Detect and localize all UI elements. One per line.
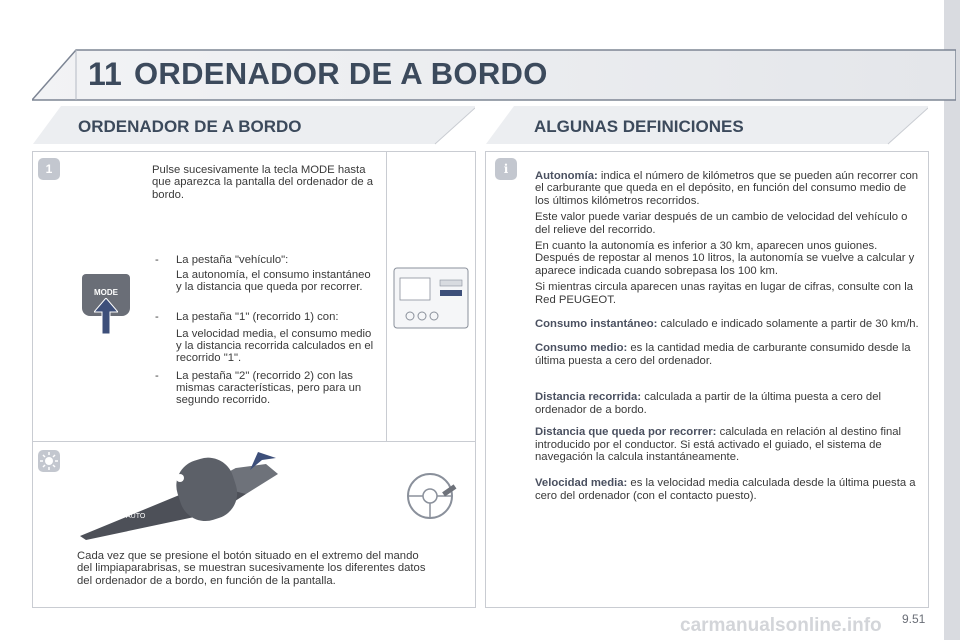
definition-text: calculado e indicado solamente a partir de 30 km/h. [657, 318, 919, 331]
chapter-number: 11 [88, 56, 122, 92]
mode-key-label: MODE [94, 288, 118, 297]
audio-unit-icon [392, 266, 470, 330]
stalk-description-text: Cada vez que se presione el botón situado en el extremo del mando del limpiaparabrisas, se muestran sucesivamente los diferentes datos del ordenador de a bordo, en función de la pantalla. [77, 550, 426, 587]
list-item-head: La pestaña "2" (recorrido 2) con las mismas características, pero para un segundo recorrido. [176, 370, 362, 407]
definition-text: calculada a partir de la última puesta a cero del ordenador de a bordo. [535, 391, 881, 416]
light-icon-badge [38, 450, 60, 472]
pointer-arrow-icon [248, 450, 278, 472]
list-item-body: La velocidad media, el consumo medio y la distancia recorrida calculados en el recorrido "1". [176, 328, 374, 365]
watermark: carmanualsonline.info [680, 615, 882, 636]
definition-paragraph [535, 240, 923, 277]
intro-text: Pulse sucesivamente la tecla MODE hasta que aparezca la pantalla del ordenador de a bordo. [152, 164, 374, 201]
page-number: 9.51 [902, 612, 926, 626]
list-item-body: La autonomía, el consumo instantáneo y la distancia que queda por recorrer. [176, 269, 371, 294]
definition-paragraph [535, 342, 923, 367]
list-dash: - [155, 311, 159, 323]
definition-text: En cuanto la autonomía es inferior a 30 km, aparecen unos guiones. Después de repostar al menos 10 litros, la autonomía se vuelve a calcular y aparece indicada cuando sobrepasa los 100 km. [535, 240, 915, 277]
list-dash: - [155, 254, 159, 266]
definition-paragraph [535, 426, 923, 463]
svg-text:AUTO: AUTO [126, 513, 146, 520]
definition-paragraph [535, 170, 923, 207]
definition-paragraph [535, 318, 923, 330]
definition-paragraph [535, 211, 923, 236]
info-badge [495, 158, 517, 180]
press-arrow-icon [94, 298, 118, 334]
definition-text: Este valor puede variar después de un cambio de velocidad del vehículo o del relieve del recorrido. [535, 211, 908, 236]
definition-text: indica el número de kilómetros que se pueden aún recorrer con el carburante que queda en el depósito, en función del consumo medio de los últimos kilómetros recorridos. [535, 170, 919, 207]
wiper-stalk-illustration [78, 450, 318, 540]
definition-paragraph [535, 391, 923, 416]
list-item-head: La pestaña "1" (recorrido 1) con: [176, 311, 339, 323]
definition-text: Si mientras circula aparecen unas rayitas en lugar de cifras, consulte con la Red PEUGEOT. [535, 281, 914, 306]
definition-term: Velocidad media: [535, 477, 628, 490]
definition-paragraph [535, 281, 923, 306]
chapter-title: ORDENADOR DE A BORDO [134, 56, 548, 91]
right-section-title: ALGUNAS DEFINICIONES [534, 117, 744, 136]
definition-term: Consumo medio: [535, 342, 628, 355]
definition-term: Consumo instantáneo: [535, 318, 658, 331]
left-panel-divider-vertical [386, 152, 387, 442]
left-section-title: ORDENADOR DE A BORDO [78, 117, 302, 136]
step-badge: 1 [38, 158, 60, 180]
definition-text: calculada en relación al destino final introducido por el conductor. Si está activado el guiado, el sistema de navegación la calcula instantáneamente. [535, 426, 902, 463]
list-dash: - [155, 370, 159, 382]
info-icon: i [503, 162, 509, 176]
definition-term: Distancia recorrida: [535, 391, 642, 404]
definition-text: es la velocidad media calculada desde la última puesta a cero del ordenador (con el contacto puesto). [535, 477, 916, 502]
left-panel-divider-horizontal [33, 441, 475, 442]
sun-icon [38, 450, 60, 472]
list-item-head: La pestaña "vehículo": [176, 254, 289, 266]
definitions-text [535, 170, 923, 506]
definition-term: Autonomía: [535, 170, 598, 182]
definition-paragraph [535, 477, 923, 502]
steering-wheel-icon [402, 470, 458, 522]
definition-text: es la cantidad media de carburante consumido desde la última puesta a cero del ordenador. [535, 342, 911, 367]
definition-term: Distancia que queda por recorrer: [535, 426, 717, 439]
